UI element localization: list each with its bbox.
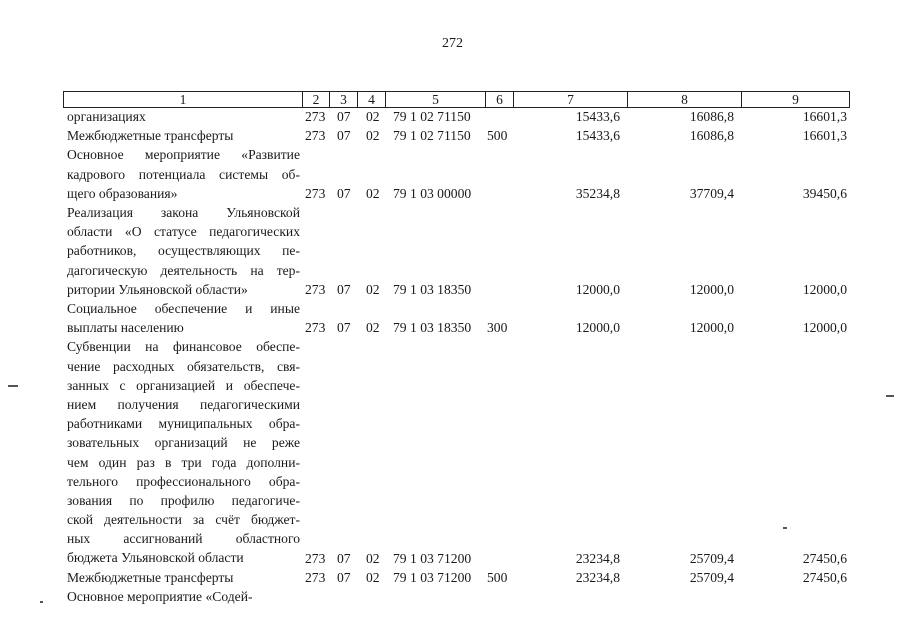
cell-c5: 79 1 03 18350 xyxy=(393,320,472,336)
cell-c3: 07 xyxy=(337,128,351,144)
row-description xyxy=(67,299,300,337)
header-cell-5: 5 xyxy=(385,91,486,108)
description-line: Межбюджетные трансферты xyxy=(67,569,234,585)
description-line: выплаты населению xyxy=(67,320,184,336)
cell-c3: 07 xyxy=(337,550,351,566)
cell-c5: 79 1 03 00000 xyxy=(393,185,472,201)
header-cell-1: 1 xyxy=(63,91,303,108)
table-row xyxy=(0,203,905,299)
cell-c2: 273 xyxy=(305,550,326,566)
cell-c8: 16086,8 xyxy=(689,128,734,144)
description-line: Основное мероприятие «Развитие xyxy=(67,147,300,163)
description-line: зования по профилю педагогиче- xyxy=(67,492,300,508)
scan-mark xyxy=(783,527,787,529)
cell-c2: 273 xyxy=(305,128,326,144)
cell-c3: 07 xyxy=(337,569,351,585)
cell-c9: 16601,3 xyxy=(802,109,847,124)
description-line: области «О статусе педагогических xyxy=(67,224,300,240)
cell-c5: 79 1 03 71200 xyxy=(393,550,472,566)
cell-c7: 15433,6 xyxy=(575,109,620,124)
row-description xyxy=(67,337,300,567)
cell-c6: 500 xyxy=(487,569,508,585)
cell-c2: 273 xyxy=(305,281,326,297)
description-line: ритории Ульяновской области» xyxy=(67,281,248,297)
row-description xyxy=(67,587,300,606)
table-row xyxy=(0,126,905,145)
cell-c2: 273 xyxy=(305,569,326,585)
description-line: нием получения педагогическими xyxy=(67,396,300,412)
cell-c7: 23234,8 xyxy=(575,569,620,585)
cell-c4: 02 xyxy=(366,185,380,201)
table-row xyxy=(0,107,905,126)
cell-c2: 273 xyxy=(305,320,326,336)
header-cell-4: 4 xyxy=(357,91,386,108)
description-line: Субвенции на финансовое обеспе- xyxy=(67,339,300,355)
cell-c7: 23234,8 xyxy=(575,550,620,566)
table-row xyxy=(0,299,905,337)
cell-c4: 02 xyxy=(366,281,380,297)
description-line: ской деятельности за счёт бюджет- xyxy=(67,512,300,528)
description-line: организациях xyxy=(67,109,146,124)
cell-c8: 12000,0 xyxy=(689,320,734,336)
description-line: щего образования» xyxy=(67,185,178,201)
description-line: занных с организацией и обеспече- xyxy=(67,377,300,393)
cell-c8: 37709,4 xyxy=(689,185,734,201)
cell-c5: 79 1 02 71150 xyxy=(393,128,471,144)
cell-c7: 12000,0 xyxy=(575,281,620,297)
description-line: Межбюджетные трансферты xyxy=(67,128,234,144)
description-line: чение расходных обязательств, свя- xyxy=(67,358,300,374)
description-line: бюджета Ульяновской области xyxy=(67,550,244,566)
description-line: дагогическую деятельность на тер- xyxy=(67,262,300,278)
row-description xyxy=(67,203,300,299)
description-line: Основное мероприятие «Содей- xyxy=(67,589,253,604)
cell-c5: 79 1 03 18350 xyxy=(393,281,472,297)
cell-c3: 07 xyxy=(337,320,351,336)
description-line: зовательных организаций не реже xyxy=(67,435,300,451)
cell-c7: 15433,6 xyxy=(575,128,620,144)
row-description xyxy=(67,107,300,126)
header-cell-3: 3 xyxy=(329,91,358,108)
cell-c8: 16086,8 xyxy=(689,109,734,124)
cell-c9: 27450,6 xyxy=(802,569,847,585)
header-cell-9: 9 xyxy=(741,91,850,108)
cell-c4: 02 xyxy=(366,550,380,566)
cell-c9: 27450,6 xyxy=(802,550,847,566)
table-row xyxy=(0,145,905,203)
header-cell-2: 2 xyxy=(302,91,330,108)
scan-mark xyxy=(40,601,43,603)
table-row xyxy=(0,568,905,587)
cell-c8: 25709,4 xyxy=(689,550,734,566)
cell-c6: 300 xyxy=(487,320,508,336)
cell-c9: 12000,0 xyxy=(802,281,847,297)
cell-c5: 79 1 03 71200 xyxy=(393,569,472,585)
scan-mark xyxy=(8,385,18,387)
header-cell-8: 8 xyxy=(627,91,742,108)
description-line: Реализация закона Ульяновской xyxy=(67,205,300,220)
cell-c2: 273 xyxy=(305,109,326,124)
description-line: работниками муниципальных обра- xyxy=(67,416,300,432)
cell-c8: 12000,0 xyxy=(689,281,734,297)
table-row xyxy=(0,337,905,567)
cell-c4: 02 xyxy=(366,128,380,144)
table-row xyxy=(0,587,905,606)
description-line: кадрового потенциала системы об- xyxy=(67,166,300,182)
row-description xyxy=(67,145,300,203)
cell-c4: 02 xyxy=(366,109,380,124)
page-number: 272 xyxy=(442,36,463,51)
cell-c3: 07 xyxy=(337,185,351,201)
cell-c9: 39450,6 xyxy=(802,185,847,201)
cell-c4: 02 xyxy=(366,569,380,585)
cell-c7: 35234,8 xyxy=(575,185,620,201)
cell-c7: 12000,0 xyxy=(575,320,620,336)
description-line: тельного профессионального обра- xyxy=(67,473,300,489)
row-description xyxy=(67,568,300,587)
header-cell-6: 6 xyxy=(485,91,514,108)
cell-c8: 25709,4 xyxy=(689,569,734,585)
cell-c4: 02 xyxy=(366,320,380,336)
header-cell-7: 7 xyxy=(513,91,628,108)
cell-c6: 500 xyxy=(487,128,508,144)
description-line: работников, осуществляющих пе- xyxy=(67,243,300,259)
cell-c5: 79 1 02 71150 xyxy=(393,109,471,124)
description-line: чем один раз в три года дополни- xyxy=(67,454,300,470)
description-line: Социальное обеспечение и иные xyxy=(67,301,300,316)
cell-c2: 273 xyxy=(305,185,326,201)
scan-mark xyxy=(886,395,894,397)
cell-c9: 16601,3 xyxy=(802,128,847,144)
row-description xyxy=(67,126,300,145)
cell-c9: 12000,0 xyxy=(802,320,847,336)
cell-c3: 07 xyxy=(337,281,351,297)
description-line: ных ассигнований областного xyxy=(67,531,300,547)
cell-c3: 07 xyxy=(337,109,351,124)
